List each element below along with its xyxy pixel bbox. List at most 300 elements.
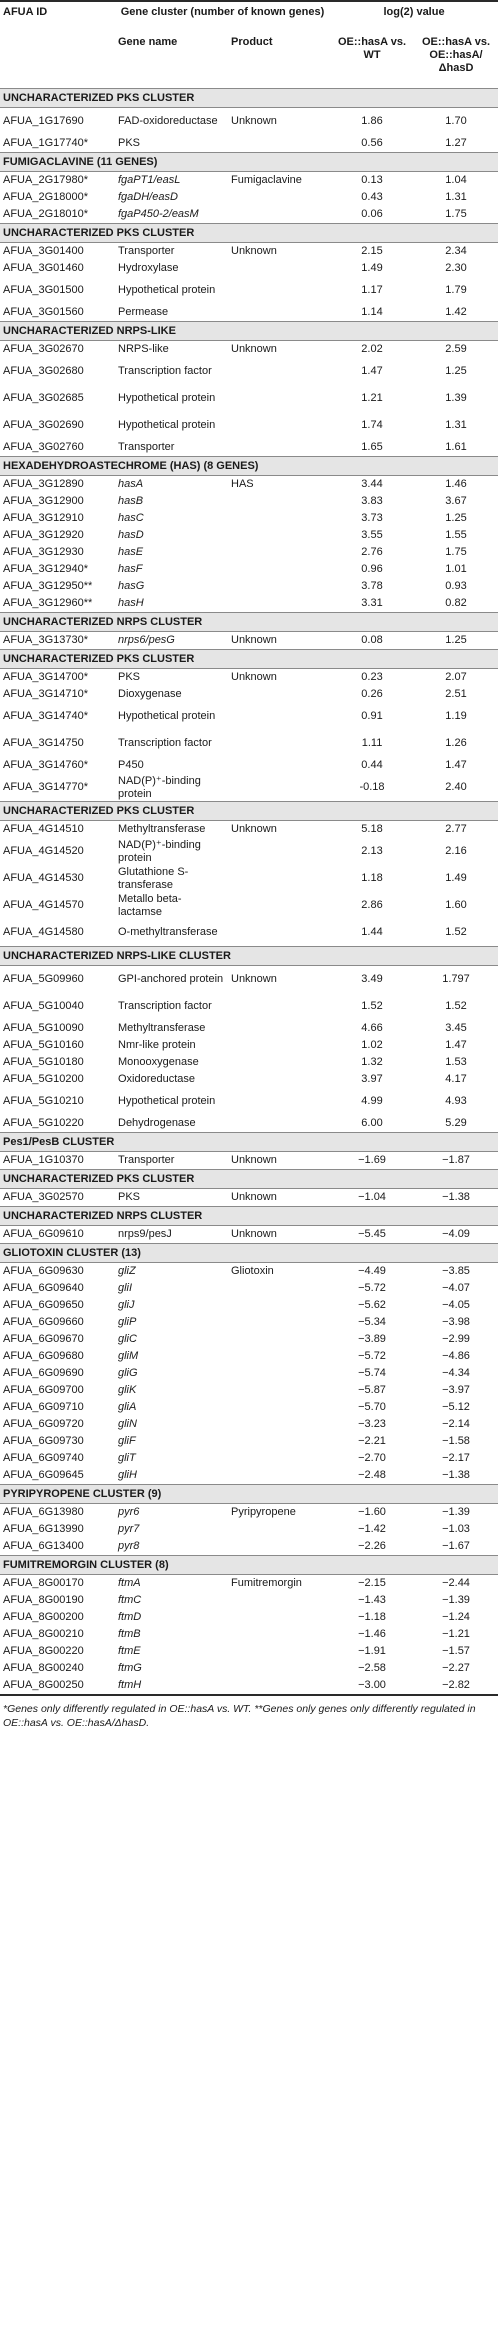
product-cell <box>228 838 330 865</box>
log2-oe-vs-oe-hasd-cell: −1.39 <box>442 1506 470 1519</box>
log2-oe-vs-oe-hasd-cell: −2.44 <box>442 1577 470 1590</box>
afua-id-cell: AFUA_1G10370 <box>3 1154 84 1167</box>
cluster-section-row <box>0 802 498 821</box>
log2-oe-vs-oe-hasd-cell: 0.82 <box>445 597 467 610</box>
log2-oe-vs-wt-cell: 0.43 <box>361 191 383 204</box>
gene-name-cell: NAD(P)⁺-binding protein <box>118 775 201 800</box>
product-cell: Unknown <box>231 343 277 356</box>
afua-id-cell: AFUA_5G10180 <box>3 1056 84 1069</box>
gene-name-cell: Glutathione S-transferase <box>118 866 189 891</box>
gene-name-cell: Hypothetical protein <box>118 710 216 723</box>
log2-oe-vs-oe-hasd-cell: 1.31 <box>445 191 467 204</box>
log2-oe-vs-wt-cell: 1.52 <box>361 1000 383 1013</box>
afua-id-cell: AFUA_3G14710* <box>3 688 88 701</box>
product-cell <box>228 919 330 947</box>
log2-oe-vs-wt-cell: 3.31 <box>361 597 383 610</box>
header-oe-vs-wt: OE::hasA vs. WT <box>337 36 407 61</box>
table-row <box>0 1365 498 1382</box>
gene-name-cell: ftmG <box>118 1662 142 1675</box>
afua-id-cell: AFUA_3G12960** <box>3 597 93 610</box>
log2-oe-vs-oe-hasd-cell: −2.82 <box>414 1677 498 1695</box>
table-row <box>0 1020 498 1037</box>
afua-id-cell: AFUA_6G09730 <box>3 1435 84 1448</box>
product-cell <box>228 730 330 757</box>
log2-oe-vs-wt-cell: −4.49 <box>358 1265 386 1278</box>
gene-name-cell: Transporter <box>118 441 175 454</box>
log2-oe-vs-wt-cell: 5.18 <box>361 823 383 836</box>
product-cell: Fumigaclavine <box>231 174 302 187</box>
afua-id-cell: AFUA_6G09645 <box>3 1469 84 1482</box>
log2-oe-vs-wt-cell: −1.69 <box>358 1154 386 1167</box>
gene-name-cell: pyr6 <box>118 1506 140 1519</box>
gene-name-cell: hasE <box>118 546 144 559</box>
log2-oe-vs-wt-cell: 1.44 <box>361 926 383 939</box>
product-cell <box>228 686 330 703</box>
afua-id-cell: AFUA_6G13400 <box>3 1540 84 1553</box>
gene-name-cell: Hypothetical protein <box>118 284 216 297</box>
product-cell: Unknown <box>231 1154 277 1167</box>
table-row <box>0 1626 498 1643</box>
gene-name-cell: ftmD <box>118 1611 142 1624</box>
afua-id-cell: AFUA_5G10040 <box>3 1000 84 1013</box>
gene-name-cell: gliA <box>118 1401 137 1414</box>
product-cell <box>228 1280 330 1297</box>
afua-id-cell: AFUA_8G00190 <box>3 1594 84 1607</box>
product-cell <box>228 703 330 730</box>
product-cell <box>228 1521 330 1538</box>
cluster-section-label: HEXADEHYDROASTECHROME (HAS) (8 GENES) <box>0 457 498 476</box>
afua-id-cell: AFUA_3G14770* <box>3 781 88 794</box>
log2-oe-vs-oe-hasd-cell: 1.25 <box>445 634 467 647</box>
product-cell <box>228 993 330 1020</box>
product-cell <box>228 1037 330 1054</box>
gene-name-cell: Metallo beta-lactamse <box>118 893 182 918</box>
afua-id-cell: AFUA_3G14740* <box>3 710 88 723</box>
log2-oe-vs-wt-cell: −5.72 <box>358 1282 386 1295</box>
table-row <box>0 108 498 136</box>
log2-oe-vs-oe-hasd-cell: −3.98 <box>442 1316 470 1329</box>
log2-oe-vs-wt-cell: 2.86 <box>361 899 383 912</box>
product-cell: HAS <box>231 478 254 491</box>
gene-name-cell: Transcription factor <box>118 737 212 750</box>
gene-name-cell: gliP <box>118 1316 137 1329</box>
afua-id-cell: AFUA_6G09630 <box>3 1265 84 1278</box>
log2-oe-vs-wt-cell: 6.00 <box>361 1117 383 1130</box>
gene-name-cell: Transcription factor <box>118 365 212 378</box>
product-cell <box>228 757 330 774</box>
log2-oe-vs-oe-hasd-cell: 1.70 <box>445 115 467 128</box>
afua-id-cell: AFUA_6G09650 <box>3 1299 84 1312</box>
product-cell <box>228 135 330 153</box>
gene-name-cell: GPI-anchored protein <box>118 973 224 986</box>
gene-name-cell: FAD-oxidoreductase <box>118 115 218 128</box>
cluster-section-label: UNCHARACTERIZED PKS CLUSTER <box>0 89 498 108</box>
afua-id-cell: AFUA_6G09700 <box>3 1384 84 1397</box>
table-row <box>0 476 498 494</box>
log2-oe-vs-oe-hasd-cell: 1.79 <box>445 284 467 297</box>
afua-id-cell: AFUA_3G02670 <box>3 343 84 356</box>
gene-name-cell: NRPS-like <box>118 343 169 356</box>
log2-oe-vs-oe-hasd-cell: 1.01 <box>445 563 467 576</box>
gene-name-cell: Dioxygenase <box>118 688 182 701</box>
table-row <box>0 1450 498 1467</box>
afua-id-cell: AFUA_1G17690 <box>3 115 84 128</box>
log2-oe-vs-oe-hasd-cell: 3.45 <box>445 1022 467 1035</box>
product-cell <box>228 1677 330 1695</box>
product-cell <box>228 892 330 919</box>
log2-oe-vs-oe-hasd-cell: 4.93 <box>445 1095 467 1108</box>
afua-id-cell: AFUA_3G02760 <box>3 441 84 454</box>
header-empty <box>0 32 115 89</box>
table-row <box>0 561 498 578</box>
gene-name-cell: fgaPT1/easL <box>118 174 181 187</box>
log2-oe-vs-wt-cell: −5.45 <box>358 1228 386 1241</box>
log2-oe-vs-oe-hasd-cell: 1.52 <box>445 926 467 939</box>
gene-name-cell: pyr7 <box>118 1523 140 1536</box>
afua-id-cell: AFUA_6G09740 <box>3 1452 84 1465</box>
log2-oe-vs-wt-cell: 0.13 <box>361 174 383 187</box>
log2-oe-vs-oe-hasd-cell: −1.57 <box>442 1645 470 1658</box>
log2-oe-vs-oe-hasd-cell: 1.04 <box>445 174 467 187</box>
gene-name-cell: gliI <box>118 1282 133 1295</box>
log2-oe-vs-wt-cell: −2.58 <box>358 1662 386 1675</box>
product-cell <box>228 412 330 439</box>
log2-oe-vs-wt-cell: 0.91 <box>361 710 383 723</box>
product-cell: Pyripyropene <box>231 1506 296 1519</box>
gene-name-cell: P450 <box>118 759 144 772</box>
product-cell <box>228 544 330 561</box>
gene-name-cell: pyr8 <box>118 1540 140 1553</box>
product-cell <box>228 1382 330 1399</box>
log2-oe-vs-oe-hasd-cell: 1.52 <box>445 1000 467 1013</box>
gene-name-cell: gliM <box>118 1350 139 1363</box>
log2-oe-vs-wt-cell: −1.42 <box>358 1523 386 1536</box>
afua-id-cell: AFUA_6G09660 <box>3 1316 84 1329</box>
table-row <box>0 919 498 947</box>
afua-id-cell: AFUA_3G01400 <box>3 245 84 258</box>
table-row <box>0 1263 498 1281</box>
product-cell: Unknown <box>231 115 277 128</box>
gene-name-cell: hasB <box>118 495 144 508</box>
afua-id-cell: AFUA_3G02570 <box>3 1191 84 1204</box>
table-row <box>0 865 498 892</box>
gene-name-cell: gliJ <box>118 1299 135 1312</box>
gene-name-cell: PKS <box>118 1191 141 1204</box>
table-row <box>0 1115 498 1133</box>
log2-oe-vs-oe-hasd-cell: −1.58 <box>442 1435 470 1448</box>
log2-oe-vs-oe-hasd-cell: −1.21 <box>442 1628 470 1641</box>
gene-name-cell: Methyltransferase <box>118 823 206 836</box>
log2-oe-vs-oe-hasd-cell: −1.67 <box>442 1540 470 1553</box>
log2-oe-vs-oe-hasd-cell: 1.27 <box>445 137 467 150</box>
afua-id-cell: AFUA_5G10210 <box>3 1095 84 1108</box>
log2-oe-vs-oe-hasd-cell: 2.30 <box>445 262 467 275</box>
product-cell <box>228 1365 330 1382</box>
log2-oe-vs-oe-hasd-cell: −2.27 <box>442 1662 470 1675</box>
table-row <box>0 412 498 439</box>
header-gene-name: Gene name <box>118 36 178 48</box>
cluster-section-row <box>0 613 498 632</box>
table-row <box>0 172 498 190</box>
table-body <box>0 89 498 1696</box>
log2-oe-vs-oe-hasd-cell: 2.77 <box>445 823 467 836</box>
cluster-section-label: UNCHARACTERIZED PKS CLUSTER <box>0 650 498 669</box>
gene-name-cell: PKS <box>118 671 141 684</box>
log2-oe-vs-oe-hasd-cell: 2.51 <box>445 688 467 701</box>
gene-name-cell: gliH <box>118 1469 137 1482</box>
table-row <box>0 1037 498 1054</box>
afua-id-cell: AFUA_3G12950** <box>3 580 93 593</box>
product-cell <box>228 1115 330 1133</box>
cluster-section-row <box>0 322 498 341</box>
cluster-section-row <box>0 1207 498 1226</box>
log2-oe-vs-oe-hasd-cell: −1.38 <box>442 1469 470 1482</box>
table-row <box>0 260 498 277</box>
product-cell <box>228 358 330 385</box>
gene-name-cell: ftmA <box>118 1577 141 1590</box>
product-cell <box>228 1348 330 1365</box>
log2-oe-vs-wt-cell: 1.11 <box>361 737 383 750</box>
log2-oe-vs-wt-cell: −3.00 <box>330 1677 414 1695</box>
log2-oe-vs-oe-hasd-cell: 1.46 <box>445 478 467 491</box>
log2-oe-vs-oe-hasd-cell: −1.87 <box>442 1154 470 1167</box>
log2-oe-vs-wt-cell: −2.26 <box>358 1540 386 1553</box>
gene-name-cell: nrps9/pesJ <box>118 1228 172 1241</box>
cluster-section-row <box>0 457 498 476</box>
table-row <box>0 838 498 865</box>
gene-name-cell: O-methyltransferase <box>118 926 218 939</box>
afua-id-cell: AFUA_8G00240 <box>3 1662 84 1675</box>
log2-oe-vs-wt-cell: −5.62 <box>358 1299 386 1312</box>
log2-oe-vs-oe-hasd-cell: 1.25 <box>445 365 467 378</box>
afua-id-cell: AFUA_2G18000* <box>3 191 88 204</box>
cluster-section-row <box>0 650 498 669</box>
log2-oe-vs-oe-hasd-cell: 1.55 <box>445 529 467 542</box>
table-row <box>0 243 498 261</box>
table-row <box>0 1189 498 1207</box>
log2-oe-vs-wt-cell: 4.99 <box>361 1095 383 1108</box>
product-cell <box>228 1331 330 1348</box>
afua-id-cell: AFUA_6G09710 <box>3 1401 84 1414</box>
afua-id-cell: AFUA_3G12910 <box>3 512 84 525</box>
table-row <box>0 1382 498 1399</box>
afua-id-cell: AFUA_2G17980* <box>3 174 88 187</box>
gene-name-cell: ftmB <box>118 1628 141 1641</box>
cluster-section-row <box>0 1133 498 1152</box>
log2-oe-vs-wt-cell: 1.65 <box>361 441 383 454</box>
log2-oe-vs-wt-cell: −1.18 <box>358 1611 386 1624</box>
table-row <box>0 595 498 613</box>
log2-oe-vs-wt-cell: 1.74 <box>361 419 383 432</box>
afua-id-cell: AFUA_4G14520 <box>3 845 84 858</box>
afua-id-cell: AFUA_6G09690 <box>3 1367 84 1380</box>
log2-oe-vs-wt-cell: −1.91 <box>358 1645 386 1658</box>
table-row <box>0 1538 498 1556</box>
log2-oe-vs-wt-cell: −2.48 <box>358 1469 386 1482</box>
gene-name-cell: gliT <box>118 1452 136 1465</box>
cluster-section-label: FUMITREMORGIN CLUSTER (8) <box>0 1556 498 1575</box>
gene-name-cell: Nmr-like protein <box>118 1039 196 1052</box>
log2-oe-vs-wt-cell: −3.89 <box>358 1333 386 1346</box>
afua-id-cell: AFUA_6G09720 <box>3 1418 84 1431</box>
afua-id-cell: AFUA_5G10160 <box>3 1039 84 1052</box>
table-row <box>0 669 498 687</box>
gene-name-cell: gliK <box>118 1384 137 1397</box>
cluster-section-label: UNCHARACTERIZED NRPS-LIKE <box>0 322 498 341</box>
table-row <box>0 1054 498 1071</box>
afua-id-cell: AFUA_6G09640 <box>3 1282 84 1295</box>
header-oe-vs-oe-hasd: OE::hasA vs. OE::hasA/ΔhasD <box>421 36 491 74</box>
gene-name-cell: ftmC <box>118 1594 142 1607</box>
table-row <box>0 358 498 385</box>
log2-oe-vs-wt-cell: −5.74 <box>358 1367 386 1380</box>
gene-name-cell: gliN <box>118 1418 137 1431</box>
log2-oe-vs-wt-cell: −2.15 <box>358 1577 386 1590</box>
log2-oe-vs-oe-hasd-cell: 1.61 <box>445 441 467 454</box>
cluster-section-label: PYRIPYROPENE CLUSTER (9) <box>0 1485 498 1504</box>
product-cell: Unknown <box>231 823 277 836</box>
cluster-section-row <box>0 89 498 108</box>
log2-oe-vs-wt-cell: 3.55 <box>361 529 383 542</box>
log2-oe-vs-oe-hasd-cell: 4.17 <box>445 1073 467 1086</box>
cluster-section-label: FUMIGACLAVINE (11 GENES) <box>0 153 498 172</box>
log2-oe-vs-oe-hasd-cell: −3.85 <box>442 1265 470 1278</box>
product-cell <box>228 527 330 544</box>
afua-id-cell: AFUA_2G18010* <box>3 208 88 221</box>
cluster-section-row <box>0 224 498 243</box>
log2-oe-vs-wt-cell: 3.83 <box>361 495 383 508</box>
gene-name-cell: Dehydrogenase <box>118 1117 196 1130</box>
gene-name-cell: hasA <box>118 478 144 491</box>
cluster-section-label: UNCHARACTERIZED PKS CLUSTER <box>0 802 498 821</box>
log2-oe-vs-wt-cell: 3.44 <box>361 478 383 491</box>
afua-id-cell: AFUA_3G13730* <box>3 634 88 647</box>
gene-name-cell: Transcription factor <box>118 1000 212 1013</box>
product-cell <box>228 1467 330 1485</box>
log2-oe-vs-wt-cell: 1.47 <box>361 365 383 378</box>
table-row <box>0 1399 498 1416</box>
table-row <box>0 135 498 153</box>
table-row <box>0 1609 498 1626</box>
product-cell: Unknown <box>231 634 277 647</box>
gene-name-cell: nrps6/pesG <box>118 634 175 647</box>
table-row <box>0 277 498 304</box>
table-row <box>0 1416 498 1433</box>
product-cell <box>228 1592 330 1609</box>
table-row <box>0 1314 498 1331</box>
log2-oe-vs-wt-cell: 2.02 <box>361 343 383 356</box>
log2-oe-vs-oe-hasd-cell: 5.29 <box>445 1117 467 1130</box>
gene-name-cell: gliC <box>118 1333 137 1346</box>
table-row <box>0 341 498 359</box>
product-cell <box>228 189 330 206</box>
log2-oe-vs-oe-hasd-cell: −5.12 <box>442 1401 470 1414</box>
log2-oe-vs-oe-hasd-cell: 0.93 <box>445 580 467 593</box>
log2-oe-vs-oe-hasd-cell: 1.42 <box>445 306 467 319</box>
afua-id-cell: AFUA_1G17740* <box>3 137 88 150</box>
table-row <box>0 493 498 510</box>
afua-id-cell: AFUA_5G10200 <box>3 1073 84 1086</box>
log2-oe-vs-oe-hasd-cell: −4.86 <box>442 1350 470 1363</box>
product-cell: Fumitremorgin <box>231 1577 302 1590</box>
header-row-2 <box>0 32 498 89</box>
log2-oe-vs-oe-hasd-cell: 1.75 <box>445 208 467 221</box>
product-cell: Unknown <box>231 671 277 684</box>
gene-name-cell: Hypothetical protein <box>118 392 216 405</box>
product-cell <box>228 277 330 304</box>
product-cell <box>228 1416 330 1433</box>
log2-oe-vs-wt-cell: −5.72 <box>358 1350 386 1363</box>
product-cell <box>228 1450 330 1467</box>
gene-name-cell: Oxidoreductase <box>118 1073 196 1086</box>
log2-oe-vs-oe-hasd-cell: 2.40 <box>445 781 467 794</box>
product-cell <box>228 385 330 412</box>
log2-oe-vs-wt-cell: 3.78 <box>361 580 383 593</box>
log2-oe-vs-oe-hasd-cell: −4.34 <box>442 1367 470 1380</box>
product-cell <box>228 1660 330 1677</box>
gene-name-cell: gliF <box>118 1435 136 1448</box>
cluster-section-label: Pes1/PesB CLUSTER <box>0 1133 498 1152</box>
afua-id-cell: AFUA_3G14750 <box>3 737 84 750</box>
gene-name-cell: hasG <box>118 580 145 593</box>
product-cell <box>228 1297 330 1314</box>
table-row <box>0 1433 498 1450</box>
log2-oe-vs-oe-hasd-cell: −3.97 <box>442 1384 470 1397</box>
log2-oe-vs-wt-cell: 1.02 <box>361 1039 383 1052</box>
gene-name-cell: ftmH <box>115 1677 228 1695</box>
log2-oe-vs-wt-cell: 4.66 <box>361 1022 383 1035</box>
afua-id-cell: AFUA_6G09680 <box>3 1350 84 1363</box>
log2-oe-vs-wt-cell: 1.21 <box>361 392 383 405</box>
log2-oe-vs-wt-cell: 1.17 <box>361 284 383 297</box>
cluster-section-row <box>0 1556 498 1575</box>
log2-oe-vs-oe-hasd-cell: 2.59 <box>445 343 467 356</box>
afua-id-cell: AFUA_4G14530 <box>3 872 84 885</box>
afua-id-cell: AFUA_3G12930 <box>3 546 84 559</box>
afua-id-cell: AFUA_6G13980 <box>3 1506 84 1519</box>
afua-id-cell: AFUA_8G00210 <box>3 1628 84 1641</box>
log2-oe-vs-wt-cell: −5.70 <box>358 1401 386 1414</box>
table-row <box>0 510 498 527</box>
log2-oe-vs-wt-cell: 0.26 <box>361 688 383 701</box>
log2-oe-vs-oe-hasd-cell: 1.25 <box>445 512 467 525</box>
cluster-section-row <box>0 153 498 172</box>
log2-oe-vs-oe-hasd-cell: 1.39 <box>445 392 467 405</box>
product-cell <box>228 1643 330 1660</box>
product-cell <box>228 595 330 613</box>
table-row <box>0 632 498 650</box>
product-cell: Unknown <box>231 1228 277 1241</box>
gene-name-cell: hasC <box>118 512 144 525</box>
table-header <box>0 1 498 89</box>
log2-oe-vs-oe-hasd-cell: 2.16 <box>445 845 467 858</box>
log2-oe-vs-wt-cell: −3.23 <box>358 1418 386 1431</box>
table-row <box>0 189 498 206</box>
log2-oe-vs-oe-hasd-cell: 1.26 <box>445 737 467 750</box>
log2-oe-vs-wt-cell: 2.13 <box>361 845 383 858</box>
log2-oe-vs-oe-hasd-cell: −4.05 <box>442 1299 470 1312</box>
afua-id-cell: AFUA_8G00220 <box>3 1645 84 1658</box>
log2-oe-vs-oe-hasd-cell: −2.17 <box>442 1452 470 1465</box>
table-row <box>0 1521 498 1538</box>
header-product: Product <box>231 36 273 48</box>
gene-name-cell: hasH <box>118 597 144 610</box>
gene-name-cell: Transporter <box>118 1154 175 1167</box>
gene-name-cell: Hydroxylase <box>118 262 179 275</box>
log2-oe-vs-wt-cell: 2.76 <box>361 546 383 559</box>
afua-id-cell: AFUA_3G12920 <box>3 529 84 542</box>
table-row <box>0 1504 498 1522</box>
